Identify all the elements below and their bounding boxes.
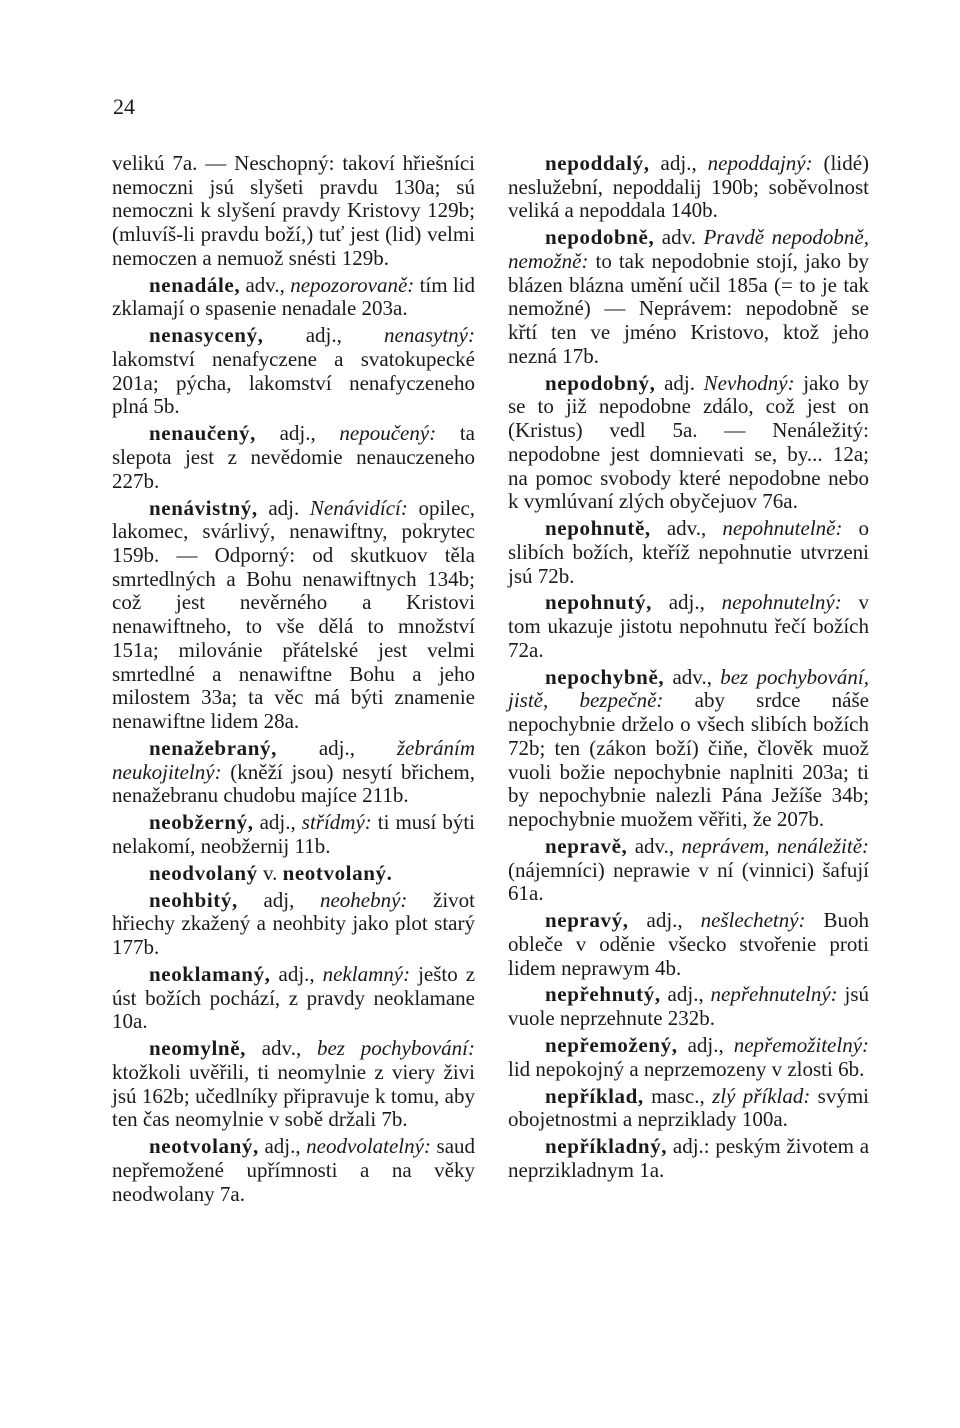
entry-part-of-speech: adj., [259, 810, 296, 835]
entry-headword: nepochybně, [545, 664, 665, 689]
entry-headword: nepravý, [545, 908, 629, 933]
entry-text: tím lid zklamají o spasenie nenadale 203a. [112, 272, 476, 321]
entry-text: Buoh obleče v oděnie všecko stvořenie proti lidem neprawym 4b. [508, 908, 869, 980]
entry-gloss: nepozorovaně: [290, 272, 415, 297]
entry-gloss: nepohnutelný: [721, 590, 842, 615]
entry-text: ti musí býti nelakomí, neobžernij 11b. [112, 810, 475, 858]
entry-gloss: neohebný: [319, 887, 408, 912]
entry-gloss: nenasytný: [384, 323, 475, 348]
dictionary-entry [508, 666, 869, 832]
entry-headword: nepříkladný, [545, 1134, 668, 1159]
entry-text: to tak nepodobnie stojí, jako by blázen blázna umění učil 185a (= to je tak nemožné) — Neprávem: nepodobně se křtí ten ve jméno Kristovo, ktož jeho nezná 17b. [508, 249, 870, 368]
entry-headword: nepřehnutý, [545, 982, 661, 1007]
dictionary-entry [112, 963, 475, 1034]
entry-text: svými obojetnostmi a neprziklady 100a. [508, 1083, 870, 1132]
entry-gloss: nepřemožitelný: [733, 1033, 870, 1057]
entry-headword: nepodobný, [545, 370, 656, 395]
dictionary-entry [508, 152, 869, 223]
entry-part-of-speech: adv., [672, 664, 712, 689]
entry-headword: nepodobně, [545, 225, 655, 250]
entry-part-of-speech: adj. [268, 495, 300, 520]
entry-headword: neomylně, [149, 1036, 246, 1061]
entry-text: lid nepokojný a neprzemozeny v zlosti 6b. [508, 1056, 865, 1081]
entry-headword: nepohnutý, [545, 590, 652, 615]
entry-text: velikú 7a. — Neschopný: takoví hřiešníci nemoczni jsú slyšeti pravdu 130a; sú nemoczni k slyšení pravdy Kristovy 129b; (mluvíš-li pravdu boží,) tuť jest (lid) velmi nemoczen a nemuož snésti 129b. [112, 151, 475, 270]
dictionary-entry [112, 422, 475, 493]
entry-gloss: střídmý: [301, 810, 372, 835]
entry-part-of-speech: adj., [278, 961, 315, 986]
dictionary-entry [508, 1085, 869, 1132]
entry-gloss: neodvolatelný: [306, 1134, 431, 1159]
entry-gloss: Pravdě nepodobně, nemožně: [508, 225, 869, 273]
entry-gloss: neprávem, nenáležitě: [681, 833, 870, 858]
entry-text: (lidé) neslužební, nepoddalij 190b; soběvolnost veliká a nepoddala 140b. [508, 151, 870, 223]
entry-gloss: nešlechetný: [700, 908, 806, 933]
entry-gloss: žebráním neukojitelný: [112, 735, 475, 784]
entry-text: ktožkoli uvěřili, ti neomylnie z viery živi jsú 162b; učedlníky připravuje k tomu, aby ten čas neomylnie v sobě držali 7b. [112, 1059, 475, 1132]
entry-text: aby srdce náše nepochybnie drželo o všech slibích božích 72b; ten (zákon boží) čiňe, člověk muož vuoli božie nepochybnie naplniti 203a; ti by nepochybnie nalezli Pána Ježíše 34b; nepochybnie muožem věřiti, že 207b. [508, 688, 869, 831]
dictionary-entry [112, 811, 475, 858]
entry-text: ta slepota jest z nevědomie nenauczeneho 227b. [112, 421, 475, 493]
entry-text: jako by se to již nepodobne zdálo, což jest on (Kristus) vedl 5a. — Nenáležitý: nepodobne jest domnievati se, by... 12a; na pomoc svobody které nepodobne nebo k vymlúvaní zlých obyčejuov 76a. [508, 370, 869, 514]
entry-gloss: Nevhodný: [703, 370, 795, 395]
entry-part-of-speech: adv., [261, 1036, 302, 1061]
entry-part-of-speech: adj., [264, 1134, 301, 1159]
entry-part-of-speech: adj, [263, 887, 295, 912]
entry-text: (nájemníci) neprawie v ní (vinnici) šafují 61a. [508, 857, 869, 906]
entry-part-of-speech: masc., [651, 1083, 705, 1108]
dictionary-entry [508, 517, 869, 588]
entry-headword: nenažebraný, [149, 735, 277, 760]
entry-part-of-speech: adv. [661, 225, 696, 250]
entry-gloss: zlý příklad: [712, 1083, 811, 1108]
dictionary-entry [508, 835, 869, 906]
entry-text: peským životem a neprzikladnym 1a. [508, 1134, 870, 1182]
entry-headword: nepoddalý, [545, 151, 650, 175]
entry-headword: nenadále, [149, 272, 241, 297]
entry-text: o slibích božích, kteříž nepohnutie utvrzeni jsú 72b. [508, 516, 870, 588]
entry-part-of-speech: adv., [666, 516, 707, 541]
entry-part-of-speech: adj., [667, 982, 704, 1007]
dictionary-entry [112, 737, 475, 808]
entry-text: opilec, lakomec, svárlivý, nenawiftny, pokrytec 159b. — Odporný: od skutkuov těla smrtedlných a Bohu nenawiftnych 134b; což jest nevěrného a Kristovi nenawiftneho, to vše dělá to množství 151a; milovánie přátelské jest velmi smrtedlné a nenawiftne Bohu a jeho milostem 33a; ta věc má býti znamenie nenawiftne lidem 28a. [112, 495, 476, 733]
entry-text: v tom ukazuje jistotu nepohnutu řečí božích 72a. [508, 590, 869, 662]
entry-gloss: nepoddajný: [707, 151, 813, 175]
entry-gloss: nepoučený: [339, 421, 437, 446]
entry-text: jsú vuole neprzehnute 232b. [508, 982, 870, 1031]
dictionary-entry [112, 497, 475, 734]
entry-headword: nepříklad, [545, 1083, 644, 1108]
entry-text: lakomství nenafyczene a svatokupecké 201a; pýcha, lakomství nenafyczeneho plná 5b. [112, 347, 475, 419]
entry-headword: nepohnutě, [545, 516, 651, 541]
entry-headword: nenávistný, [149, 495, 258, 520]
dictionary-entry [112, 1037, 475, 1132]
entry-cross-reference: neotvolaný. [282, 860, 393, 885]
entry-text: saud nepřemožené upřímnosti a na věky neodwolany 7a. [112, 1134, 476, 1206]
entry-part-of-speech: adj. [664, 370, 695, 395]
dictionary-entry [508, 983, 869, 1030]
dictionary-entry [508, 591, 869, 662]
entry-headword: neotvolaný, [149, 1134, 259, 1159]
entry-part-of-speech: adj., [660, 151, 697, 175]
dictionary-entry [112, 1135, 475, 1206]
entry-part-of-speech: adj., [318, 735, 355, 760]
entry-part-of-speech: adj., [687, 1033, 724, 1057]
entry-headword: neohbitý, [149, 887, 238, 912]
entry-gloss: nepohnutelně: [722, 516, 843, 541]
entry-gloss: bez pochybování, jistě, bezpečně: [508, 664, 870, 713]
entry-part-of-speech: adj., [305, 323, 342, 348]
entry-headword: neoklamaný, [149, 961, 271, 986]
dictionary-entry [508, 226, 869, 368]
entry-gloss: nepřehnutelný: [710, 982, 838, 1007]
dictionary-entry [112, 152, 475, 271]
entry-part-of-speech: adj., [646, 908, 683, 933]
entry-gloss: neklamný: [322, 961, 411, 986]
left-column [112, 152, 475, 1209]
dictionary-entry [508, 909, 869, 980]
page-number: 24 [113, 94, 135, 119]
dictionary-entry [508, 372, 869, 514]
entry-text: život hřiechy zkažený a neohbity jako plot starý 177b. [112, 887, 475, 959]
entry-part-of-speech: adv., [245, 272, 285, 297]
entry-headword: nepravě, [545, 833, 628, 858]
entry-headword: neodvolaný [149, 860, 258, 885]
dictionary-entry [508, 1034, 869, 1081]
dictionary-entry [112, 274, 475, 321]
dictionary-entry [112, 862, 475, 886]
right-column [508, 152, 869, 1186]
entry-gloss: bez pochybování: [316, 1036, 475, 1061]
entry-part-of-speech: adj.: [672, 1134, 710, 1159]
dictionary-entry [508, 1135, 869, 1182]
entry-text: (kněží jsou) nesytí břichem, nenažebranu chudobu majíce 211b. [112, 759, 475, 808]
entry-part-of-speech: adj., [279, 421, 316, 446]
entry-part-of-speech: adv., [634, 833, 675, 858]
entry-gloss: Nenávidící: [309, 495, 408, 520]
entry-part-of-speech: v. [262, 860, 278, 885]
entry-headword: neobžerný, [149, 810, 254, 835]
entry-part-of-speech: adj., [668, 590, 705, 615]
entry-headword: nenaučený, [149, 421, 256, 446]
entry-headword: nepřemožený, [545, 1033, 678, 1057]
dictionary-entry [112, 324, 475, 419]
entry-text: ješto z úst božích pochází, z pravdy neoklamane 10a. [112, 961, 476, 1034]
entry-headword: nenasycený, [149, 323, 264, 348]
dictionary-entry [112, 889, 475, 960]
